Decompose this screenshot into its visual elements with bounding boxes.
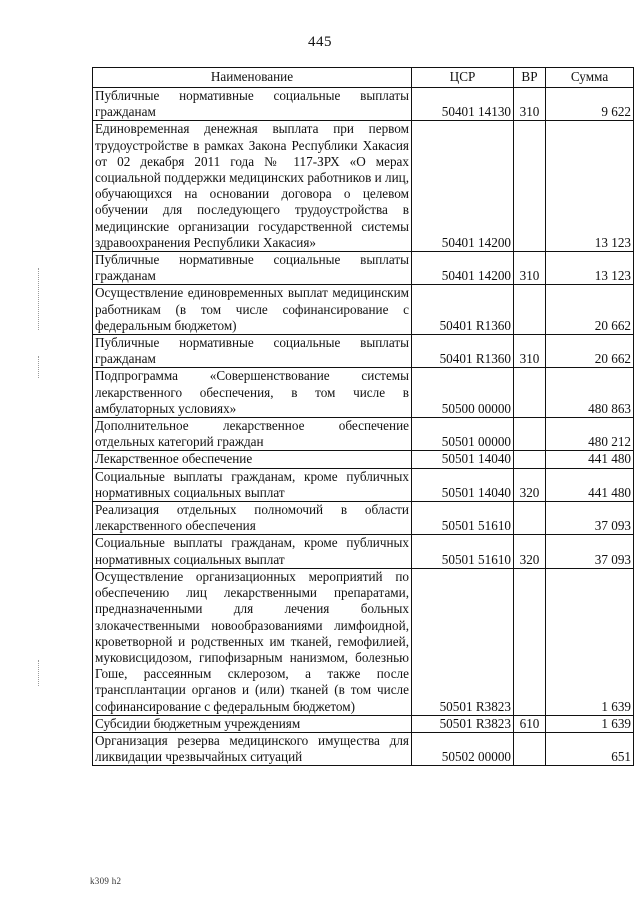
table-row [93,502,634,535]
row-csr: 50501 R3823 [412,568,514,715]
row-csr: 50401 14200 [412,252,514,285]
table-row [93,285,634,335]
row-sum: 13 123 [546,252,634,285]
table-row [93,121,634,252]
row-sum: 1 639 [546,715,634,732]
row-sum: 1 639 [546,568,634,715]
row-sum: 651 [546,732,634,765]
header-sum: Сумма [546,68,634,88]
row-vr: 310 [514,88,546,121]
table-row [93,568,634,715]
row-vr: 320 [514,535,546,568]
row-vr [514,368,546,418]
table-row [93,88,634,121]
table-row [93,252,634,285]
row-sum: 13 123 [546,121,634,252]
row-sum: 441 480 [546,451,634,468]
row-sum: 37 093 [546,535,634,568]
table-row [93,535,634,568]
row-csr: 50401 R1360 [412,335,514,368]
row-csr: 50500 00000 [412,368,514,418]
row-name: Социальные выплаты гражданам, кроме публичных нормативных социальных выплат [93,535,412,568]
budget-table [92,67,634,766]
row-csr: 50501 51610 [412,502,514,535]
row-sum: 480 863 [546,368,634,418]
row-csr: 50501 14040 [412,451,514,468]
header-name: Наименование [93,68,412,88]
row-vr [514,121,546,252]
row-csr: 50501 51610 [412,535,514,568]
row-vr [514,502,546,535]
footer-code: k309 h2 [90,876,122,886]
table-row [93,732,634,765]
row-csr: 50501 14040 [412,468,514,501]
row-name: Публичные нормативные социальные выплаты гражданам [93,88,412,121]
table-row [93,451,634,468]
row-sum: 37 093 [546,502,634,535]
row-vr: 320 [514,468,546,501]
row-csr: 50502 00000 [412,732,514,765]
margin-scan-mark [38,660,40,686]
row-csr: 50401 R1360 [412,285,514,335]
row-csr: 50501 R3823 [412,715,514,732]
row-name: Лекарственное обеспечение [93,451,412,468]
row-sum: 480 212 [546,418,634,451]
row-vr [514,732,546,765]
row-vr [514,418,546,451]
row-csr: 50401 14130 [412,88,514,121]
table-row [93,418,634,451]
header-csr: ЦСР [412,68,514,88]
row-vr [514,568,546,715]
row-name: Подпрограмма «Совершенствование системы лекарственного обеспечения, в том числе в амбулаторных условиях» [93,368,412,418]
margin-scan-mark [38,268,40,330]
table-row [93,368,634,418]
row-sum: 9 622 [546,88,634,121]
row-sum: 20 662 [546,285,634,335]
row-name: Осуществление единовременных выплат медицинским работникам (в том числе софинансирование с федеральным бюджетом) [93,285,412,335]
row-csr: 50501 00000 [412,418,514,451]
table-row [93,715,634,732]
row-vr: 310 [514,252,546,285]
row-name: Осуществление организационных мероприятий по обеспечению лиц лекарственными препаратами, предназначенными для лечения больных злокачественными новообразованиями лимфоидной, кроветворной и родственных им тканей, гемофилией, муковисцидозом, гипофизарным нанизмом, болезнью Гоше, рассеянным склерозом, а также после трансплантации органов и (или) тканей (в том числе софинансирование с федеральным бюджетом) [93,568,412,715]
row-name: Единовременная денежная выплата при первом трудоустройстве в рамках Закона Республики Хакасия от 02 декабря 2011 года № 117-ЗРХ «О мерах социальной поддержки медицинских работников и лиц, обучающихся на основании договора о целевом обучении для последующего трудоустройства в медицинские организации государственной системы здравоохранения Республики Хакасия» [93,121,412,252]
row-vr [514,451,546,468]
row-vr: 310 [514,335,546,368]
table-row [93,335,634,368]
table-header-row [93,68,634,88]
row-name: Субсидии бюджетным учреждениям [93,715,412,732]
row-csr: 50401 14200 [412,121,514,252]
table-row [93,468,634,501]
row-name: Организация резерва медицинского имущества для ликвидации чрезвычайных ситуаций [93,732,412,765]
row-vr [514,285,546,335]
margin-scan-mark [38,356,40,378]
row-vr: 610 [514,715,546,732]
row-name: Социальные выплаты гражданам, кроме публичных нормативных социальных выплат [93,468,412,501]
row-sum: 441 480 [546,468,634,501]
row-name: Дополнительное лекарственное обеспечение отдельных категорий граждан [93,418,412,451]
row-name: Реализация отдельных полномочий в области лекарственного обеспечения [93,502,412,535]
row-sum: 20 662 [546,335,634,368]
row-name: Публичные нормативные социальные выплаты гражданам [93,335,412,368]
page-number: 445 [308,34,332,50]
header-vr: ВР [514,68,546,88]
row-name: Публичные нормативные социальные выплаты гражданам [93,252,412,285]
